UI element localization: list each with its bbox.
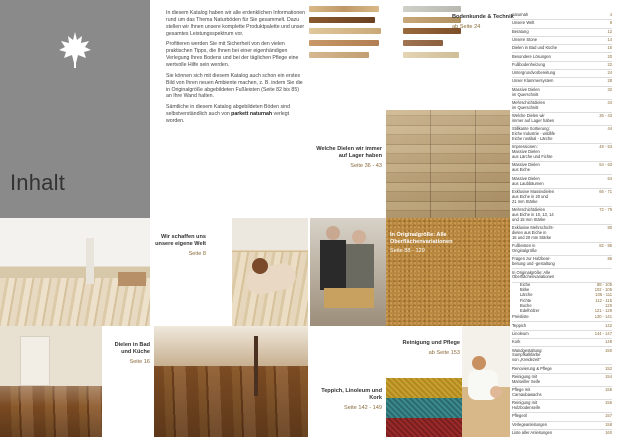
plank-sample xyxy=(309,17,375,23)
intro-paragraph: Profitieren werden Sie mit Sicherheit von den vielen praktischen Tipps, die Ihnen bei einer eigenhändigen Verlegung Ihres Bodens und bei der täglichen Pflege eine wertvolle Hilfe sein werden. xyxy=(166,41,299,69)
toc-entry-page: 64 xyxy=(607,175,612,181)
toc-entry xyxy=(512,78,612,86)
toc-entry xyxy=(512,87,612,100)
toc-entry-page: 148 xyxy=(605,339,612,345)
table-of-contents xyxy=(512,12,612,437)
section-title: In Originalgröße: Alle Oberflächenvariationen xyxy=(390,232,453,245)
toc-entry-page: 14 xyxy=(607,37,612,43)
toc-entry xyxy=(512,413,612,421)
toc-entry-page: 102 - 105 xyxy=(594,286,612,292)
plank-sample xyxy=(309,28,381,34)
toc-entry-title: Stillkante Sortierung: Eiche Industrie - wildlife Eiche rustikal - Lärche xyxy=(512,126,556,142)
family-photo xyxy=(462,326,510,437)
toc-entry-title: Welche Dielen wir immer auf Lager haben xyxy=(512,113,555,123)
toc-entry-page: 160 xyxy=(605,430,612,435)
toc-entry xyxy=(512,37,612,45)
toc-entry-title: naturnah xyxy=(512,12,529,18)
plank-sample xyxy=(309,40,379,46)
toc-entry-title: Fichte xyxy=(520,297,532,303)
toc-entry-page: 144 - 147 xyxy=(594,330,612,336)
carpet-samples-photo xyxy=(386,378,462,437)
toc-entry-title: Wandgestaltung: Sumpfkalkfarbe von „Kreidezeit" xyxy=(512,347,543,363)
toc-entry-title: Pflege mit Carnaubawachs xyxy=(512,387,542,397)
toc-entry-page: 156 xyxy=(605,400,612,406)
toc-entry xyxy=(512,269,612,282)
toc-entry-page: 155 xyxy=(605,387,612,393)
toc-entry xyxy=(512,374,612,387)
toc-entry-page: 12 xyxy=(607,28,612,34)
toc-entry-title: Untergrundvorbereitung xyxy=(512,70,556,76)
toc-entry-title: Massive Dielen aus Eiche xyxy=(512,162,540,173)
toc-entry xyxy=(512,162,612,175)
toc-entry-title: Dielen in Bad und Küche xyxy=(512,45,558,51)
dark-floor-photo xyxy=(154,326,308,437)
plank-sample xyxy=(403,40,443,46)
toc-entry-page: 150 xyxy=(605,347,612,353)
wood-surface-photo xyxy=(386,218,510,326)
section-caption-bodenkunde: Bodenkunde & Technik ab Seite 24 xyxy=(452,14,514,30)
toc-entry-page: 24 xyxy=(607,70,612,76)
toc-entry xyxy=(512,347,612,365)
toc-entry-title: Mehrschichtdielen im Querschnitt xyxy=(512,99,545,110)
toc-entry-page: 16 xyxy=(607,45,612,51)
toc-entry-page: 157 xyxy=(605,413,612,419)
toc-entry xyxy=(512,322,612,330)
toc-entry-title: Liste aller Anleitungen xyxy=(512,430,553,435)
intro-paragraph: Sämtliche in diesem Katalog abgebildeten Böden sind selbstverständlich auch von parkett naturnah verlegt worden. xyxy=(166,104,291,125)
toc-entry-title: Massive Dielen aus Laubbäumen xyxy=(512,175,544,186)
toc-entry-title: Edelhölzer xyxy=(520,308,540,314)
toc-entry xyxy=(512,126,612,144)
toc-entry-title: Beratung xyxy=(512,28,529,34)
toc-entry-title: Exklusive Massivdielen aus Eiche in 20 und 21 mm Stärke xyxy=(512,188,555,204)
toc-entry-title: Besondere Lösungen xyxy=(512,53,551,59)
section-caption-bad-kueche: Dielen in Bad und Küche Seite 16 xyxy=(114,342,150,365)
toc-entry-title: Teppich xyxy=(512,322,527,328)
toc-entry-title: Preisliste xyxy=(512,314,529,320)
toc-entry-title: Massive Dielen im Querschnitt xyxy=(512,86,540,97)
toc-entry xyxy=(512,256,612,269)
section-caption-dielen-lager: Welche Dielen wir immer auf Lager haben Seite 36 - 43 xyxy=(316,146,382,169)
toc-entry-page: 20 xyxy=(607,53,612,59)
toc-entry-page: 120 xyxy=(605,302,612,308)
toc-entry-title: Impressionen: Massive Dielen aus Lärche und Fichte xyxy=(512,144,553,160)
toc-entry-page: 54 - 63 xyxy=(599,162,612,168)
plank-sample xyxy=(403,52,459,58)
toc-entry-title: Eiche xyxy=(520,281,531,287)
toc-entry xyxy=(512,314,612,322)
toc-entry-page: 154 xyxy=(605,373,612,379)
living-room-photo xyxy=(0,218,150,326)
toc-entry-title: Unser Klammersystem xyxy=(512,78,554,84)
plank-sample xyxy=(309,6,379,12)
toc-entry-page: 36 - 43 xyxy=(599,113,612,119)
toc-entry-page: 48 - 53 xyxy=(599,144,612,150)
toc-entry xyxy=(512,100,612,113)
toc-entry-page: 72 - 79 xyxy=(599,206,612,212)
toc-entry xyxy=(512,20,612,28)
toc-entry-page: 86 xyxy=(607,256,612,262)
toc-entry-page: 112 - 115 xyxy=(595,297,612,303)
toc-entry-title: Lärche xyxy=(520,292,533,298)
toc-entry-title: Buche xyxy=(520,302,532,308)
toc-entry-title: Birke xyxy=(520,286,530,292)
toc-entry xyxy=(512,387,612,400)
craftsmen-photo xyxy=(310,218,386,326)
maple-leaf-icon xyxy=(58,30,92,70)
toc-entry xyxy=(512,189,612,207)
section-caption-reinigung: Reinigung und Pflege ab Seite 153 xyxy=(402,340,460,356)
toc-entry-title: Exklusive Mehrschicht- dielen aus Eiche in 16 und 20 mm Stärke xyxy=(512,225,554,240)
toc-entry-title: Verlegeanleitungen xyxy=(512,421,548,427)
toc-entry-title: Kork xyxy=(512,339,521,345)
toc-entry-page xyxy=(609,271,612,281)
toc-entry-title: Reinigung mit Marseiller Seife xyxy=(512,373,541,384)
toc-entry xyxy=(512,207,612,225)
toc-entry xyxy=(512,62,612,70)
page-title: Inhalt xyxy=(10,170,66,195)
section-page: Seite 88 - 129 xyxy=(390,248,425,254)
bathroom-photo xyxy=(0,326,102,437)
toc-entry-page: 88 - 105 xyxy=(596,281,612,287)
toc-entry-page: 8 xyxy=(609,20,612,26)
plank-samples xyxy=(305,0,465,66)
toc-entry xyxy=(512,45,612,53)
toc-entry xyxy=(512,53,612,61)
plank-sample xyxy=(403,6,461,12)
toc-entry-title: In Originalgröße: Alle Oberflächenvariationen xyxy=(512,269,555,280)
toc-entry-page: 44 xyxy=(607,126,612,132)
toc-entry-title: Unsere Stone xyxy=(512,37,538,43)
toc-entry-page: 142 xyxy=(605,322,612,328)
toc-entry xyxy=(512,331,612,339)
plank-sample xyxy=(309,52,369,58)
toc-entry-page: 121 - 129 xyxy=(594,308,612,314)
toc-entry-page: 66 - 71 xyxy=(599,188,612,194)
toc-entry xyxy=(512,144,612,162)
toc-entry-page: 32 xyxy=(607,86,612,92)
toc-entry-title: Mehrschichtdielen aus Eiche in 10, 13, 14 und 15 mm Stärke xyxy=(512,206,554,222)
toc-entry-title: Reinigung mit Holzbodenseife xyxy=(512,400,541,411)
toc-entry xyxy=(512,422,612,430)
toc-entry-page: 80 xyxy=(607,225,612,231)
toc-entry xyxy=(512,12,612,20)
toc-entry xyxy=(512,29,612,37)
toc-entry xyxy=(512,70,612,78)
toc-entry xyxy=(512,113,612,126)
toc-entry-title: Fußbodenheizung xyxy=(512,61,546,67)
toc-entry-page: 82 - 85 xyxy=(599,243,612,249)
section-caption-teppich: Teppich, Linoleum und Kork Seite 142 - 149 xyxy=(321,388,382,411)
toc-entry-title: Unsere Welt xyxy=(512,20,535,26)
toc-entry xyxy=(512,339,612,347)
toc-entry xyxy=(512,225,612,243)
section-caption-welt: Wir schaffen uns unsere eigene Welt Seite 8 xyxy=(155,234,206,257)
toc-entry xyxy=(512,175,612,188)
toc-entry-title: Pflegeöl xyxy=(512,413,527,419)
toc-entry-title: Renovierung & Pflege xyxy=(512,365,552,371)
toc-entry-title: Linoleum xyxy=(512,330,529,336)
toc-entry-page: 152 xyxy=(605,365,612,371)
toc-entry-page: 34 xyxy=(607,99,612,105)
toc-entry-page: 130 - 141 xyxy=(594,314,612,320)
toc-entry xyxy=(512,365,612,373)
toc-entry-page: 106 - 111 xyxy=(595,292,612,298)
toc-entry xyxy=(512,430,612,437)
toc-entry-page: 28 xyxy=(607,78,612,84)
intro-paragraph: Sie können sich mit diesem Katalog auch schon ein erstes Bild von Ihren neuen Ambiente machen, z. B. indem Sie die in Originalgröße abgebildeten Fußleisten (Seite 82 bis 85) an Ihre Wand halten. xyxy=(166,72,303,100)
intro-text xyxy=(166,10,306,129)
floor-photo xyxy=(386,110,510,220)
intro-paragraph: In diesem Katalog haben wir alle erdenklichen Informationen rund um das Thema Naturböden für Sie gesammelt. Dazu stellen wir Ihnen unsere komplette Produktpalette und unser gesamtes Leistungsspektrum vor. xyxy=(166,10,305,37)
toc-entry-page: 22 xyxy=(607,61,612,67)
toc-entry-title: Fragen zur Holzbear- beitung und -gestaltung xyxy=(512,256,555,267)
toc-entry xyxy=(512,400,612,413)
toc-entry xyxy=(512,243,612,256)
toc-entry-title: Fußleisten in Originalgröße xyxy=(512,243,537,254)
toc-entry-page: 4 xyxy=(609,12,612,18)
woman-floor-photo xyxy=(232,218,308,326)
toc-entry-page: 158 xyxy=(605,421,612,427)
